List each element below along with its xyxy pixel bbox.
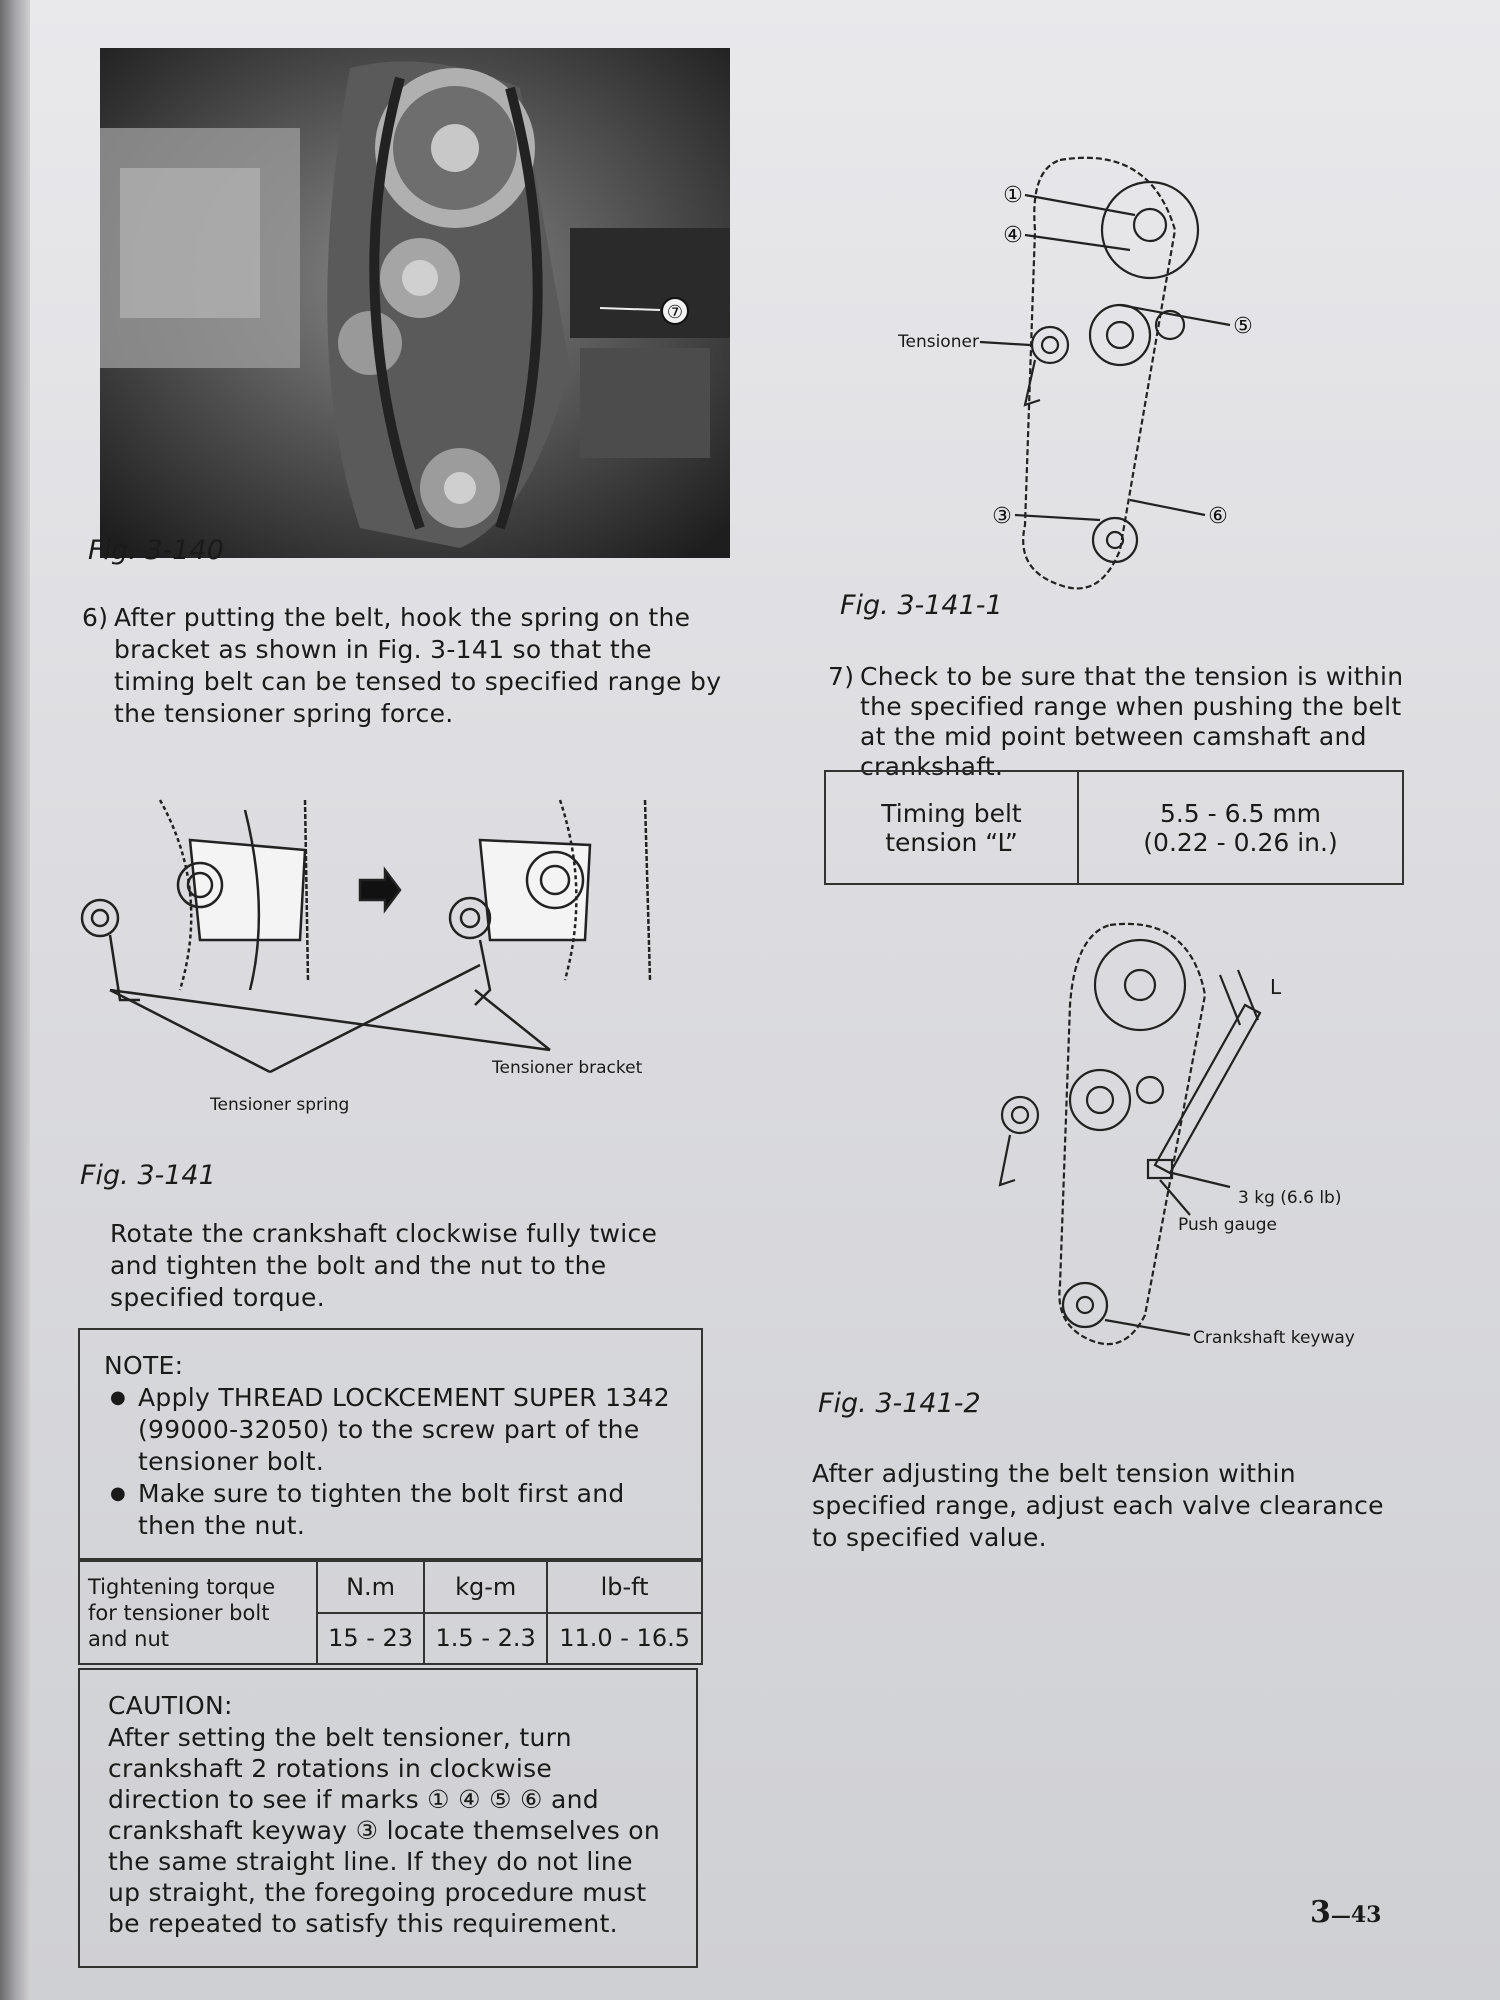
torque-table bbox=[78, 1560, 703, 1665]
page-number bbox=[1310, 1895, 1382, 1930]
book-spine bbox=[0, 0, 30, 2000]
after-adjust-text: After adjusting the belt tension within specified range, adjust each valve clearance to specified value. bbox=[812, 1459, 1384, 1552]
page-chapter: 3 bbox=[1310, 1895, 1331, 1930]
caution-text: After setting the belt tensioner, turn crankshaft 2 rotations in clockwise direction to see if marks ① ④ ⑤ ⑥ and crankshaft keyway ③ locate themselves on the same straight line. If they do not line up straight, the foregoing procedure must be repeated to satisfy this requirement. bbox=[108, 1723, 661, 1938]
label-force: 3 kg (6.6 lb) bbox=[1238, 1188, 1342, 1208]
page-num: 43 bbox=[1350, 1902, 1382, 1928]
note-box bbox=[78, 1328, 703, 1560]
fig-3-141-1-caption: Fig. 3-141-1 bbox=[840, 590, 1003, 621]
note-item-1: ● Apply THREAD LOCKCEMENT SUPER 1342 (99000-32050) to the screw part of the tensioner bolt. bbox=[104, 1382, 677, 1478]
rotate-instruction: Rotate the crankshaft clockwise fully twice and tighten the bolt and the nut to the specified torque. bbox=[110, 1219, 658, 1312]
tension-value-in: (0.22 - 0.26 in.) bbox=[1143, 827, 1338, 857]
mark-1: ① bbox=[1003, 183, 1023, 208]
label-tensioner-spring: Tensioner spring bbox=[210, 1095, 350, 1115]
step-6-text: After putting the belt, hook the spring on the bracket as shown in Fig. 3-141 so that the timing belt can be tensed to specified range by the tensioner spring force. bbox=[114, 603, 722, 728]
label-L: L bbox=[1270, 975, 1282, 999]
torque-header-kgm: kg-m bbox=[424, 1561, 547, 1613]
tension-value-mm: 5.5 - 6.5 mm bbox=[1159, 798, 1322, 828]
page-sep: — bbox=[1330, 1903, 1351, 1927]
belt-marks-diagram bbox=[830, 140, 1300, 600]
tension-value bbox=[1078, 771, 1403, 884]
engine-photo bbox=[100, 48, 730, 558]
fig-3-141-caption: Fig. 3-141 bbox=[80, 1160, 216, 1191]
note-title: NOTE: bbox=[104, 1351, 184, 1380]
fig-3-140-caption: Fig. 3-140 bbox=[88, 535, 224, 566]
step-6 bbox=[82, 602, 722, 730]
tension-table bbox=[824, 770, 1404, 885]
tension-label-line1: Timing belt bbox=[881, 798, 1022, 828]
torque-value-nm: 15 - 23 bbox=[317, 1613, 424, 1665]
mark-3: ③ bbox=[992, 504, 1012, 529]
label-crankshaft-keyway: Crankshaft keyway bbox=[1193, 1328, 1355, 1348]
step-7 bbox=[828, 662, 1408, 782]
label-tensioner: Tensioner bbox=[898, 332, 979, 352]
caution-box bbox=[78, 1668, 698, 1968]
callout-7: ⑦ bbox=[666, 302, 684, 323]
note-list bbox=[104, 1382, 677, 1542]
mark-5: ⑤ bbox=[1233, 314, 1253, 339]
torque-value-kgm: 1.5 - 2.3 bbox=[424, 1613, 547, 1665]
tension-label bbox=[825, 771, 1078, 884]
step-7-number: 7) bbox=[828, 662, 855, 691]
note-item-2: ● Make sure to tighten the bolt first and then the nut. bbox=[104, 1478, 677, 1542]
fig-3-141-2-caption: Fig. 3-141-2 bbox=[818, 1388, 981, 1419]
label-push-gauge: Push gauge bbox=[1178, 1215, 1277, 1235]
torque-header-nm: N.m bbox=[317, 1561, 424, 1613]
caution-title: CAUTION: bbox=[108, 1691, 233, 1720]
mark-4: ④ bbox=[1003, 223, 1023, 248]
torque-header-lbft: lb-ft bbox=[547, 1561, 702, 1613]
step-7-text: Check to be sure that the tension is within the specified range when pushing the belt at the mid point between camshaft and crankshaft. bbox=[860, 662, 1404, 781]
label-tensioner-bracket: Tensioner bracket bbox=[492, 1058, 643, 1078]
step-6-number: 6) bbox=[82, 603, 109, 632]
mark-6: ⑥ bbox=[1208, 504, 1228, 529]
tension-label-line2: tension “L” bbox=[885, 827, 1018, 857]
torque-label: Tightening torque for tensioner bolt and nut bbox=[79, 1561, 317, 1664]
torque-value-lbft: 11.0 - 16.5 bbox=[547, 1613, 702, 1665]
